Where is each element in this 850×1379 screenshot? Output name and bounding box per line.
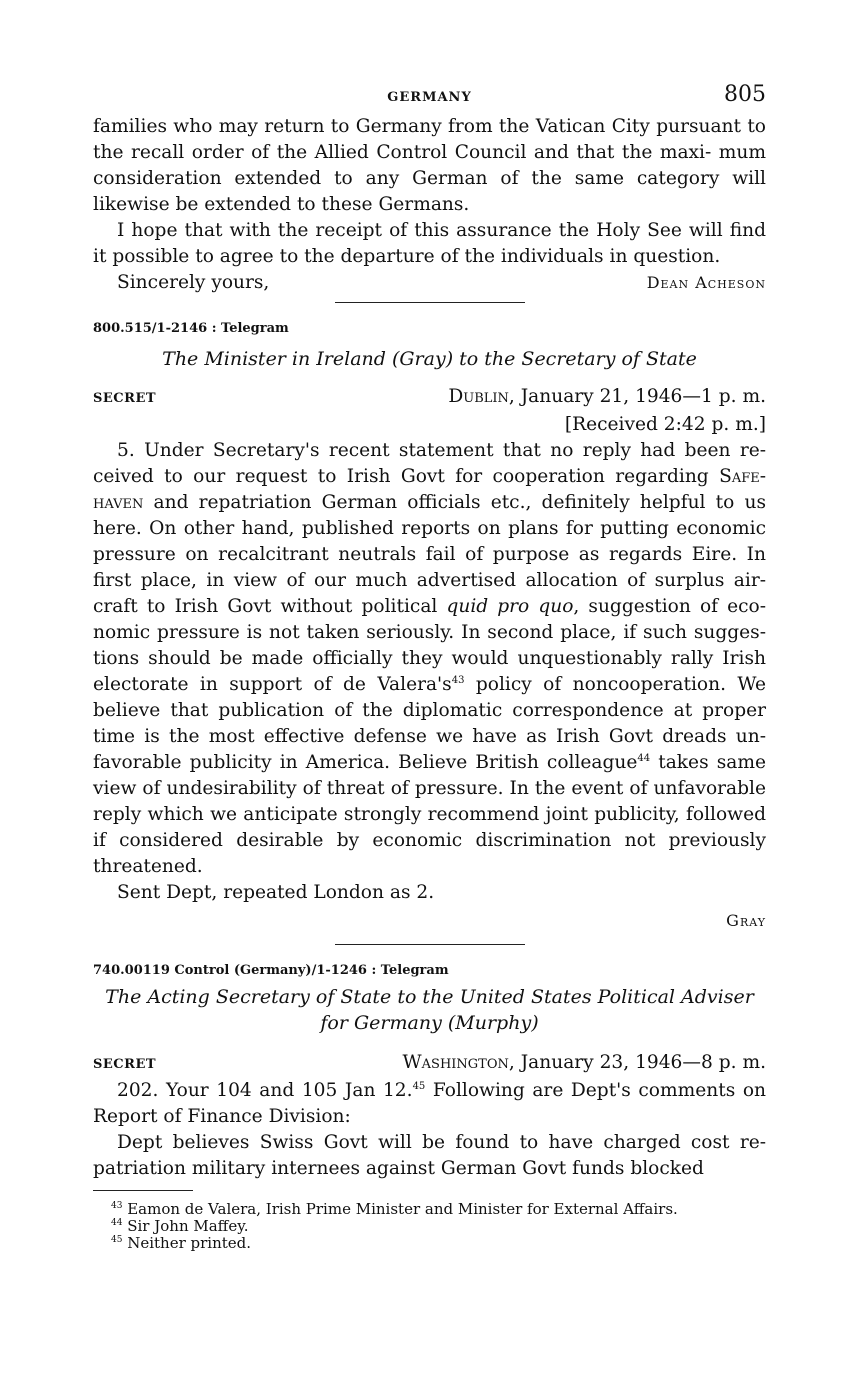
doc1-title [93, 346, 766, 372]
doc1-place: Dublin [448, 386, 509, 407]
footnote-ref-45: 45 [412, 1080, 426, 1092]
doc1-body-text: and repatriation German officials etc., definitely helpful to us here. On other hand, published reports on plans for putting economic pressure on recalcitrant neutrals fail of purpose as regards Eire. In first place, in view of our much advertised allocation of surplus air- craft to Irish Govt without political [93, 492, 767, 617]
doc2-classification: SECRET [93, 1057, 157, 1072]
doc1-file-number: 800.515/1-2146 : Telegram [93, 321, 289, 336]
safehaven-term: Safe- haven [93, 466, 766, 513]
footnote-text: Neither printed. [127, 1234, 252, 1252]
doc1-signature: Gray [726, 911, 766, 930]
doc2-place-date [403, 1050, 766, 1076]
doc1-body-text: 5. Under Secretary's recent statement that no reply had been re- ceived to our request to Irish Govt for cooperation regarding [93, 440, 766, 487]
complimentary-close: Sincerely yours, [117, 272, 270, 293]
doc2-body-text: Following are Dept's comments on Report of Finance Division: [93, 1080, 766, 1127]
page-number: 805 [724, 82, 766, 107]
footnote-43 [111, 1201, 766, 1218]
letter-paragraph-1: families who may return to Germany from the Vatican City pursuant to the recall order of the Allied Control Council and that the maxi- mum consideration extended to any German of the same category will likewise be extended to these Germans. [93, 116, 766, 215]
doc2-title-part: ) [531, 1012, 539, 1034]
doc1-title-name: Gray [399, 348, 446, 370]
doc1-sent-line: Sent Dept, repeated London as 2. [117, 882, 435, 903]
doc2-place: Washington [402, 1052, 509, 1073]
doc2-title [93, 984, 766, 1036]
doc1-body [93, 438, 766, 880]
footnote-ref-43: 43 [451, 674, 465, 686]
letter-closing [93, 270, 766, 296]
footnote-mark: 45 [111, 1235, 123, 1245]
doc1-body-text: takes same view of undesirability of threat of pressure. In the event of unfavorable reply which we anticipate strongly recommend joint publicity, followed if considered desirable by economic discrimination not previously threatened. [93, 752, 766, 877]
letter-signature: Dean Acheson [646, 273, 766, 292]
footnote-text: Eamon de Valera, Irish Prime Minister and Minister for External Affairs. [127, 1200, 678, 1218]
doc1-title-part: ) to the Secretary of State [445, 348, 697, 370]
doc1-place-date [448, 384, 766, 410]
doc1-date: , January 21, 1946—1 p. m. [508, 386, 766, 407]
section-divider [335, 302, 525, 303]
doc1-title-part: The Minister in Ireland ( [162, 348, 400, 370]
running-header [93, 82, 766, 114]
doc2-title-name: Murphy [455, 1012, 532, 1034]
doc1-received: [Received 2:42 p. m.] [564, 414, 766, 435]
doc2-body-1 [93, 1078, 766, 1130]
footnote-ref-44: 44 [637, 752, 651, 764]
doc2-title-part: The Acting Secretary of State to the United States Political Adviser for Germany ( [105, 986, 754, 1034]
footnote-divider [93, 1190, 193, 1191]
quid-pro-quo: quid pro quo [446, 596, 574, 617]
doc1-body-text: policy of noncooperation. We believe that publication of the diplomatic correspondence at proper time is the most effective defense we have as Irish Govt dreads un- favorable publicity in America. Believe British colleague [93, 674, 766, 773]
doc2-body-text: 202. Your 104 and 105 Jan 12. [117, 1080, 413, 1101]
footnotes [93, 1201, 766, 1252]
footnote-mark: 43 [111, 1201, 123, 1211]
doc2-dateline [93, 1050, 766, 1078]
doc2-body-2: Dept believes Swiss Govt will be found to have charged cost re- patriation military internees against German Govt funds blocked [93, 1132, 766, 1179]
running-title: GERMANY [387, 90, 472, 105]
doc2-date: , January 23, 1946—8 p. m. [508, 1052, 766, 1073]
doc1-body-text: , suggestion of eco- nomic pressure is not taken seriously. In second place, if such sugges- tions should be made officially they would unquestionably rally Irish electorate in support of de Valera's [93, 596, 766, 695]
doc2-file-number: 740.00119 Control (Germany)/1-1246 : Telegram [93, 963, 449, 978]
doc1-dateline [93, 384, 766, 412]
footnote-text: Sir John Maffey. [127, 1217, 249, 1235]
doc1-classification: SECRET [93, 391, 157, 406]
section-divider [335, 944, 525, 945]
footnote-44 [111, 1218, 766, 1235]
footnote-45 [111, 1235, 766, 1252]
letter-paragraph-2: I hope that with the receipt of this assurance the Holy See will find it possible to agree to the departure of the individuals in question. [93, 220, 766, 267]
page [93, 82, 766, 1252]
footnote-mark: 44 [111, 1218, 123, 1228]
